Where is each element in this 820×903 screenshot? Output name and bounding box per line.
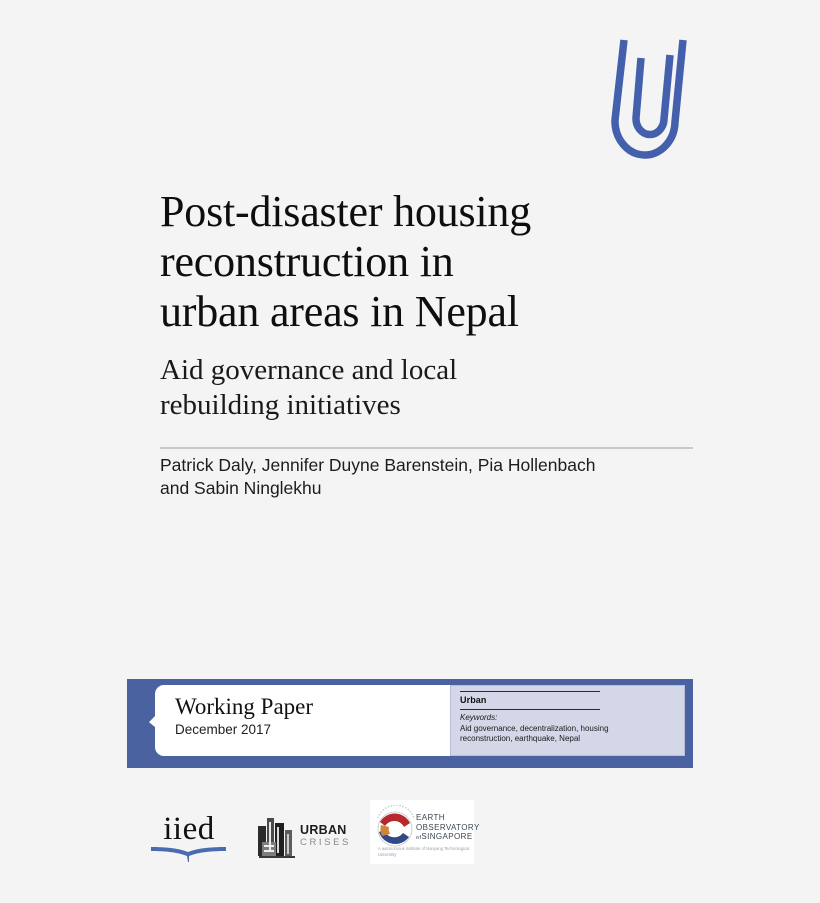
theme-label: Urban bbox=[460, 695, 487, 705]
iied-book-icon bbox=[150, 846, 228, 864]
divider bbox=[160, 447, 693, 449]
title-line-2: reconstruction in bbox=[160, 237, 454, 286]
eos-tagline: A autonomous institute of Nanyang Technological University bbox=[378, 846, 470, 857]
keywords-caption: Keywords: bbox=[460, 713, 498, 722]
crises-word: CRISES bbox=[300, 837, 351, 848]
keywords-panel bbox=[450, 685, 685, 756]
series-card bbox=[155, 685, 477, 756]
author-line-1: Patrick Daly, Jennifer Duyne Barenstein, Pia Hollenbach bbox=[160, 455, 596, 475]
series-label: Working Paper bbox=[175, 694, 314, 719]
eos-line-earth: EARTH bbox=[416, 813, 445, 822]
eos-of-word: of bbox=[416, 835, 422, 841]
page-subtitle bbox=[160, 353, 720, 423]
iied-wordmark: iied bbox=[163, 811, 215, 847]
footer-banner bbox=[127, 679, 693, 768]
eos-line-observatory: OBSERVATORY bbox=[416, 822, 480, 832]
urban-crises-logo bbox=[256, 814, 358, 862]
eos-singapore-word: SINGAPORE bbox=[421, 832, 473, 841]
title-line-1: Post-disaster housing bbox=[160, 187, 532, 236]
page-title bbox=[160, 187, 720, 337]
keywords-top-divider bbox=[460, 691, 600, 692]
eos-wordmark bbox=[416, 813, 480, 844]
city-buildings-icon bbox=[256, 814, 298, 860]
eos-line-singapore bbox=[416, 832, 472, 844]
subtitle-line-1: Aid governance and local bbox=[160, 354, 458, 386]
eos-arc-text-icon bbox=[375, 805, 417, 819]
title-line-3: urban areas in Nepal bbox=[160, 287, 519, 336]
keywords-middle-divider bbox=[460, 709, 600, 710]
author-list bbox=[160, 454, 720, 500]
keywords-list: Aid governance, decentralization, housing reconstruction, earthquake, Nepal bbox=[460, 724, 609, 743]
urban-word: URBAN bbox=[300, 823, 347, 837]
author-line-2: and Sabin Ninglekhu bbox=[160, 478, 322, 498]
publication-date: December 2017 bbox=[175, 722, 272, 737]
paperclip-logo-icon bbox=[596, 28, 706, 160]
subtitle-line-2: rebuilding initiatives bbox=[160, 389, 401, 421]
logo-strip bbox=[148, 798, 488, 870]
urban-crises-wordmark bbox=[300, 823, 360, 849]
iied-logo bbox=[148, 812, 230, 864]
earth-observatory-singapore-logo bbox=[370, 800, 480, 864]
